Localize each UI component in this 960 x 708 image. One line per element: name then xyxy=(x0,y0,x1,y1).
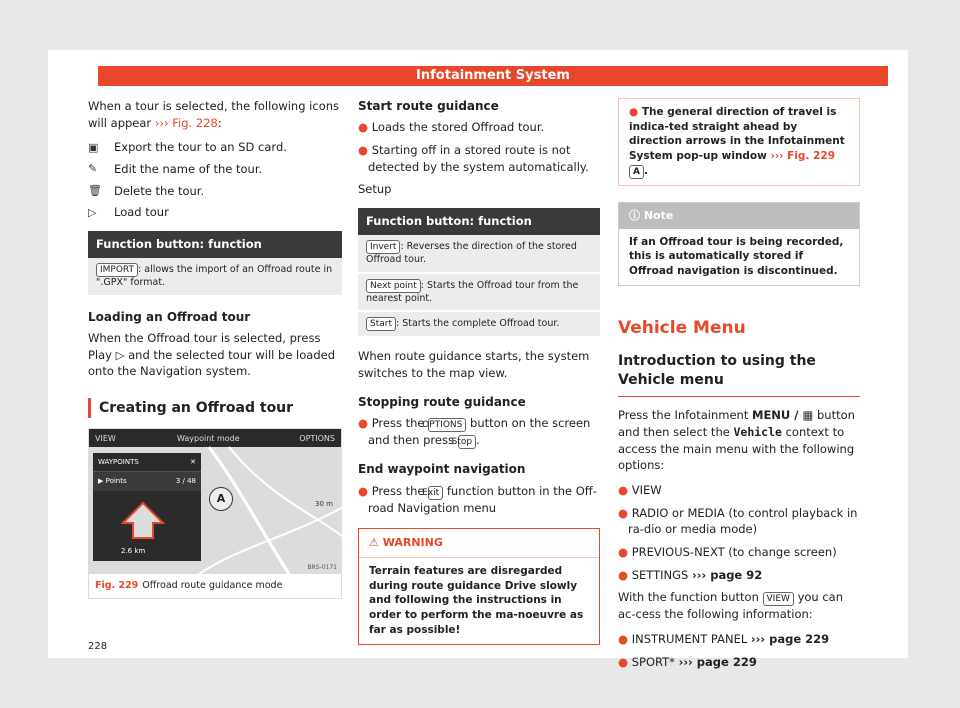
callout-a: A xyxy=(209,487,233,511)
setup-label: Setup xyxy=(358,182,392,197)
function-row-next-point: Next point : Starts the Offroad tour from the nearest point. xyxy=(358,274,600,313)
loading-text: When the Offroad tour is selected, press Play ▷ and the selected tour will be loaded onto the Navigation system. xyxy=(88,330,336,379)
sd-card-icon: ▣ xyxy=(88,140,99,154)
stop-title: Stopping route guidance xyxy=(358,394,526,409)
column-2 xyxy=(358,98,600,645)
subsection-title: Introduction to using the Vehicle menu xyxy=(618,352,860,397)
stop-bullet: ● Press the OPTIONS button on the screen and then press Stop . xyxy=(358,416,591,448)
icon-row-export: ▣ Export the tour to an SD card. xyxy=(88,140,287,155)
direction-arrow-icon xyxy=(113,493,173,543)
intro-text: When a tour is selected, the following icons will appear ››› Fig. 228: xyxy=(88,99,340,130)
trash-icon: 🗑 xyxy=(88,184,102,198)
figure-reference[interactable]: ››› Fig. 228 xyxy=(154,115,218,130)
note-header: ⓘ Note xyxy=(619,203,859,229)
column-3 xyxy=(618,98,860,676)
end-title: End waypoint navigation xyxy=(358,462,526,477)
function-table-header-2: Function button: function xyxy=(358,208,600,235)
function-row-start: Start : Starts the complete Offroad tour. xyxy=(358,312,600,338)
option-radio: ● RADIO or MEDIA (to control playback in ra-dio or media mode) xyxy=(618,505,858,537)
after-start-text: When route guidance starts, the system switches to the map view. xyxy=(358,349,590,381)
icon-row-edit: ✎ Edit the name of the tour. xyxy=(88,162,263,177)
warning-icon: ⚠ xyxy=(369,536,383,550)
option-settings: ● SETTINGS ››› page 92 xyxy=(618,567,763,582)
waypoints-panel: WAYPOINTS ✕ ▶ Points 3 / 48 2.6 km xyxy=(93,453,201,561)
figure-caption: Fig. 229 Offroad route guidance mode xyxy=(95,580,283,592)
screen-topbar: VIEW Waypoint mode OPTIONS xyxy=(89,429,341,447)
creating-title: Creating an Offroad tour xyxy=(88,398,342,418)
function-row-import: IMPORT : allows the import of an Offroad route in ".GPX" format. xyxy=(88,258,342,297)
tip-box: ● The general direction of travel is indica-ted straight ahead by direction arrows in the Infotainment System pop-up window ››› Fig. 229 A . xyxy=(618,98,860,186)
option-previous-next: ● PREVIOUS-NEXT (to change screen) xyxy=(618,544,837,559)
view-intro: With the function button VIEW you can ac-cess the following information: xyxy=(618,590,844,622)
play-icon: ▷ xyxy=(88,205,97,219)
info-sport: ● SPORT* ››› page 229 xyxy=(618,654,757,669)
info-instrument-panel: ● INSTRUMENT PANEL ››› page 229 xyxy=(618,631,830,646)
warning-text: Terrain features are disregarded during route guidance Drive slowly and following the instructions in order to perform the ma-noeuvre as far as possible! xyxy=(369,565,584,636)
info-icon: ⓘ xyxy=(629,208,644,222)
note-text: If an Offroad tour is being recorded, this is automatically stored if Offroad navigation is discontinued. xyxy=(629,235,844,278)
pencil-icon: ✎ xyxy=(88,162,98,176)
icon-row-load: ▷ Load tour xyxy=(88,205,169,220)
start-bullet-2: ● Starting off in a stored route is not detected by the system automatically. xyxy=(358,143,589,174)
import-key: IMPORT xyxy=(96,263,138,277)
warning-box xyxy=(358,528,600,644)
start-bullet-1: ● Loads the stored Offroad tour. xyxy=(358,120,545,135)
page-number: 228 xyxy=(88,641,108,652)
start-guidance-title: Start route guidance xyxy=(358,99,499,113)
option-view: ● VIEW xyxy=(618,482,662,497)
loading-title: Loading an Offroad tour xyxy=(88,309,251,324)
figure-229 xyxy=(88,428,342,599)
warning-header: ⚠ WARNING xyxy=(359,529,599,558)
end-bullet: ● Press the Exit function button in the Off-road Navigation menu xyxy=(358,483,597,515)
menu-intro: Press the Infotainment MENU / ▦ button and then select the Vehicle context to access the main menu with the following options: xyxy=(618,408,855,473)
function-row-invert: Invert : Reverses the direction of the stored Offroad tour. xyxy=(358,235,600,274)
column-1 xyxy=(88,98,342,599)
menu-button-icon: MENU / ▦ xyxy=(752,408,814,423)
note-box xyxy=(618,202,860,286)
nav-screen-image: VIEW Waypoint mode OPTIONS WAYPOINTS ✕ ▶ Points 3 / 48 2.6 km A 30 m BRS-0171 xyxy=(89,429,341,574)
icon-row-delete: 🗑 Delete the tour. xyxy=(88,183,205,198)
page-header: Infotainment System xyxy=(98,66,888,86)
section-title: Vehicle Menu xyxy=(618,317,746,338)
function-table-header: Function button: function xyxy=(88,231,342,258)
manual-page xyxy=(48,50,908,669)
